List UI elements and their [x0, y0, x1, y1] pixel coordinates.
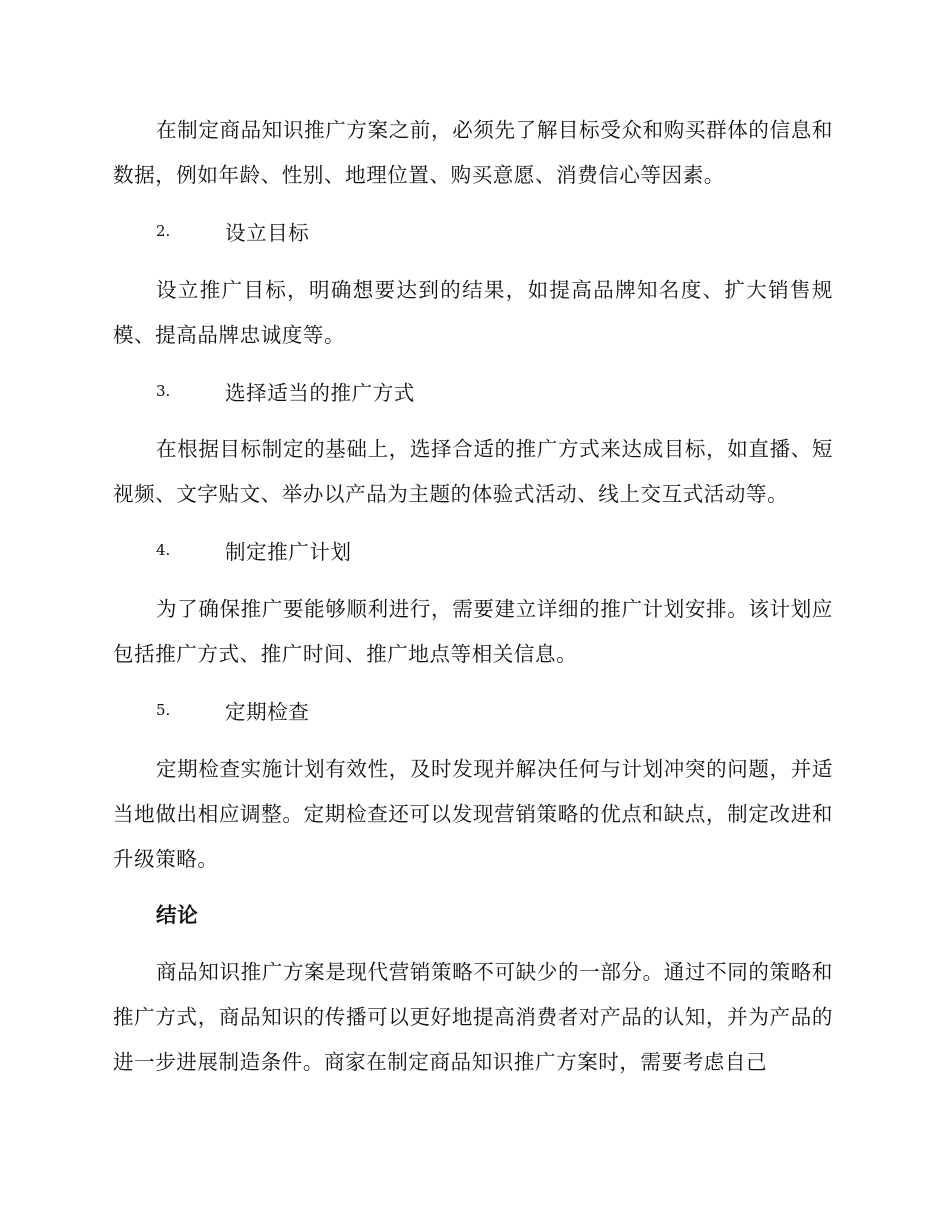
step-body-2: 设立推广目标，明确想要达到的结果，如提高品牌知名度、扩大销售规模、提高品牌忠诚度等。: [113, 278, 833, 347]
intro-paragraph: 在制定商品知识推广方案之前，必须先了解目标受众和购买群体的信息和数据，例如年龄、性别、地理位置、购买意愿、消费信心等因素。: [113, 118, 833, 187]
step-number: 3.: [156, 382, 171, 400]
step-heading-2: [156, 216, 309, 246]
step-number: 2.: [156, 222, 171, 240]
step-heading-3: [156, 376, 415, 406]
step-number: 4.: [156, 541, 171, 559]
step-title: 设立目标: [225, 221, 310, 245]
step-title: 定期检查: [225, 700, 310, 724]
step-heading-4: [156, 535, 352, 565]
step-body-5: 定期检查实施计划有效性，及时发现并解决任何与计划冲突的问题，并适当地做出相应调整。定期检查还可以发现营销策略的优点和缺点，制定改进和升级策略。: [113, 757, 833, 871]
step-body-4: 为了确保推广要能够顺利进行，需要建立详细的推广计划安排。该计划应包括推广方式、推广时间、推广地点等相关信息。: [113, 597, 833, 666]
step-number: 5.: [156, 701, 171, 719]
step-heading-5: [156, 695, 309, 725]
step-title: 制定推广计划: [225, 540, 352, 564]
conclusion-title: 结论: [156, 903, 199, 927]
conclusion-body: 商品知识推广方案是现代营销策略不可缺少的一部分。通过不同的策略和推广方式，商品知识的传播可以更好地提高消费者对产品的认知，并为产品的进一步进展制造条件。商家在制定商品知识推广方案时，需要考虑自己: [113, 960, 833, 1074]
step-body-3: 在根据目标制定的基础上，选择合适的推广方式来达成目标，如直播、短视频、文字贴文、举办以产品为主题的体验式活动、线上交互式活动等。: [113, 437, 833, 506]
step-title: 选择适当的推广方式: [225, 381, 415, 405]
